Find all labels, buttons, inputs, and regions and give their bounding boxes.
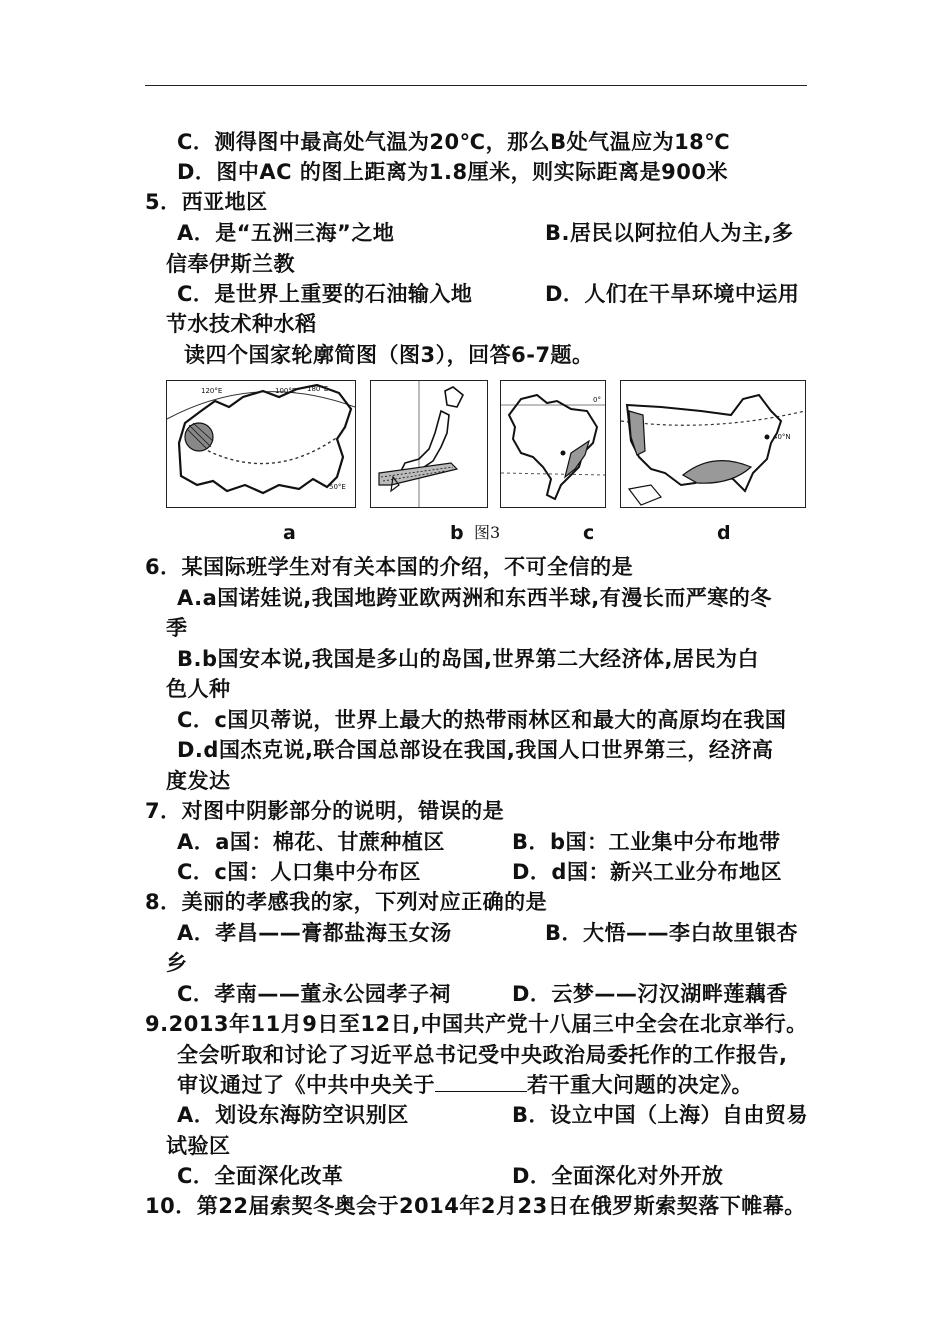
q8-stem: 8．美丽的孝感我的家，下列对应正确的是 — [145, 890, 548, 914]
q6-option-c: C．c国贝蒂说，世界上最大的热带雨林区和最大的高原均在我国 — [177, 708, 787, 732]
map-a-label-100e: 100°E — [275, 387, 297, 395]
q8-option-b-cont: 乡 — [166, 951, 188, 975]
q6-option-d-cont: 度发达 — [166, 769, 231, 793]
q9-stem-1: 9.2013年11月9日至12日,中国共产党十八届三中全会在北京举行。 — [145, 1012, 808, 1036]
map-d-usa — [620, 380, 806, 508]
q6-option-d: D.d国杰克说,联合国总部设在我国,我国人口世界第三，经济高 — [177, 738, 774, 762]
q7-option-b: B．b国：工业集中分布地带 — [512, 830, 781, 854]
map-d-label-40n: 40°N — [773, 433, 791, 441]
map-a-russia — [166, 380, 356, 508]
header-rule — [145, 85, 807, 86]
map-a-label-120e: 120°E — [201, 387, 223, 395]
q9-answer-blank — [435, 1071, 527, 1092]
q9-stem-2: 全会听取和讨论了习近平总书记受中央政治局委托作的工作报告, — [177, 1043, 788, 1067]
q5-option-b-cont: 信奉伊斯兰教 — [166, 252, 295, 276]
q5-option-b: B.居民以阿拉伯人为主,多 — [545, 221, 794, 245]
q7-option-d: D．d国：新兴工业分布地区 — [512, 860, 782, 884]
figure-intro: 读四个国家轮廓简图（图3），回答6-7题。 — [184, 343, 594, 367]
q5-option-d-cont: 节水技术种水稻 — [166, 312, 317, 336]
map-a-label-50e: 50°E — [329, 483, 346, 491]
q5-option-a: A．是“五洲三海”之地 — [177, 221, 395, 245]
q9-option-c: C．全面深化改革 — [177, 1164, 344, 1188]
q10-stem: 10．第22届索契冬奥会于2014年2月23日在俄罗斯索契落下帷幕。 — [145, 1194, 806, 1218]
map-label-c: c — [583, 522, 595, 544]
q7-option-c: C．c国：人口集中分布区 — [177, 860, 421, 884]
q9-stem-3-end: 若干重大问题的决定》。 — [527, 1073, 753, 1097]
q6-option-b: B.b国安本说,我国是多山的岛国,世界第二大经济体,居民为白 — [177, 647, 759, 671]
map-b-japan — [370, 380, 488, 508]
q5-stem: 5．西亚地区 — [145, 190, 268, 214]
q7-option-a: A．a国：棉花、甘蔗种植区 — [177, 830, 445, 854]
q8-option-d: D．云梦——汈汉湖畔莲藕香 — [512, 982, 788, 1006]
q6-option-b-cont: 色人种 — [166, 677, 231, 701]
q9-option-d: D．全面深化对外开放 — [512, 1164, 724, 1188]
figure-caption: 图3 — [474, 523, 501, 542]
q4-option-c: C．测得图中最高处气温为20℃，那么B处气温应为18℃ — [177, 130, 731, 154]
figure-3 — [166, 380, 808, 508]
q8-option-c: C．孝南——董永公园孝子祠 — [177, 982, 451, 1006]
q4-option-d: D．图中AC 的图上距离为1.8厘米，则实际距离是900米 — [177, 160, 728, 184]
map-label-b: b — [450, 522, 464, 544]
map-label-d: d — [717, 522, 731, 544]
map-c-label-equator: 0° — [593, 396, 601, 404]
q9-option-b: B．设立中国（上海）自由贸易 — [512, 1103, 809, 1127]
map-a-label-180e: 180°E — [307, 385, 329, 393]
map-c-brazil — [500, 380, 606, 508]
q6-option-a: A.a国诺娃说,我国地跨亚欧两洲和东西半球,有漫长而严寒的冬 — [177, 586, 772, 610]
q8-option-a: A．孝昌——膏都盐海玉女汤 — [177, 921, 452, 945]
q9-stem-3 — [177, 1071, 753, 1099]
q9-option-a: A．划设东海防空识别区 — [177, 1103, 409, 1127]
q5-option-c: C．是世界上重要的石油输入地 — [177, 282, 473, 306]
q9-option-b-cont: 试验区 — [166, 1134, 231, 1158]
q9-stem-3-start: 审议通过了《中共中央关于 — [177, 1073, 435, 1097]
q6-option-a-cont: 季 — [166, 616, 188, 640]
q7-stem: 7．对图中阴影部分的说明，错误的是 — [145, 799, 505, 823]
q8-option-b: B．大悟——李白故里银杏 — [545, 921, 799, 945]
q5-option-d: D．人们在干旱环境中运用 — [545, 282, 800, 306]
map-label-a: a — [283, 522, 296, 544]
q6-stem: 6．某国际班学生对有关本国的介绍，不可全信的是 — [145, 555, 634, 579]
